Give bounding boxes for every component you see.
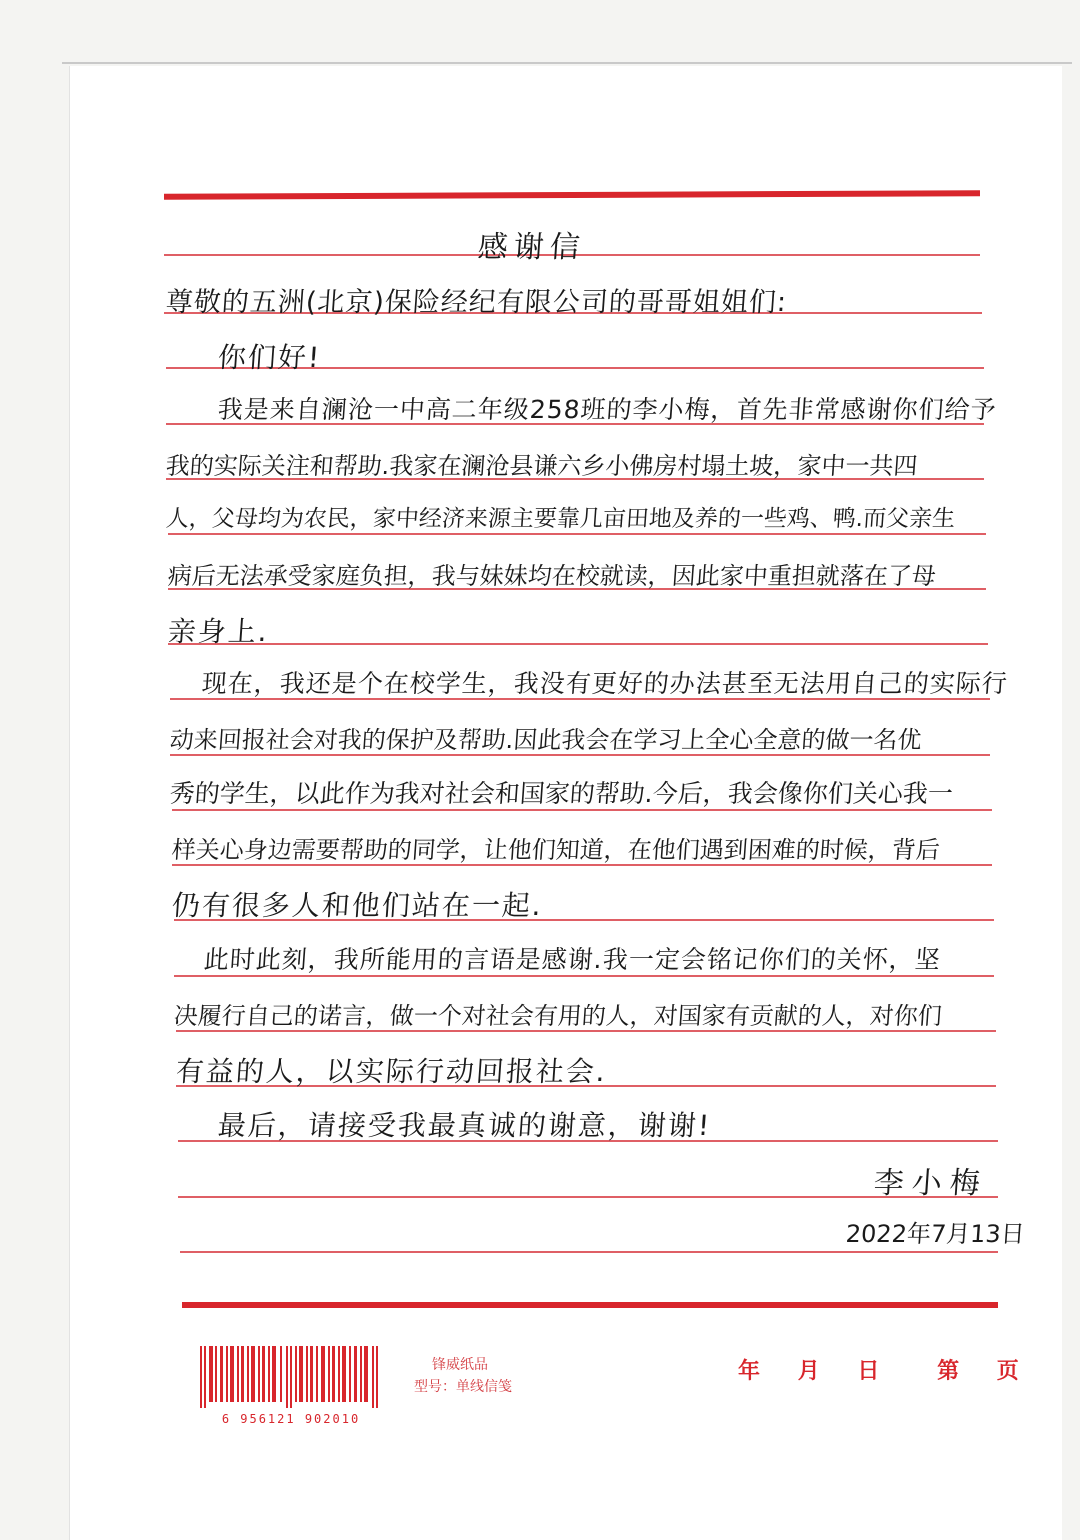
year-label: 年 bbox=[738, 1358, 765, 1384]
body-line: 有益的人，以实际行动回报社会. bbox=[174, 1055, 608, 1088]
footer-date-page bbox=[738, 1354, 1045, 1385]
day-label: 日 bbox=[857, 1358, 884, 1384]
signed-date: 2022年7月13日 bbox=[844, 1220, 1026, 1248]
scan-edge bbox=[62, 62, 1072, 64]
bottom-thick-rule bbox=[182, 1302, 998, 1308]
body-line: 仍有很多人和他们站在一起. bbox=[170, 889, 544, 922]
body-line: 样关心身边需要帮助的同学，让他们知道，在他们遇到困难的时候，背后 bbox=[170, 836, 941, 864]
greeting: 你们好! bbox=[216, 341, 323, 374]
body-line: 秀的学生，以此作为我对社会和国家的帮助.今后，我会像你们关心我一 bbox=[168, 779, 954, 808]
salutation: 尊敬的五洲(北京)保险经纪有限公司的哥哥姐姐们: bbox=[164, 287, 789, 318]
letter-title: 感谢信 bbox=[476, 230, 587, 265]
barcode bbox=[200, 1346, 380, 1408]
ruled-line bbox=[180, 1251, 998, 1253]
ruled-line bbox=[168, 533, 986, 535]
body-line: 我的实际关注和帮助.我家在澜沧县谦六乡小佛房村塌土坡，家中一共四 bbox=[164, 452, 919, 480]
paper-model: 型号：单线信笺 bbox=[414, 1379, 512, 1395]
body-line: 现在，我还是个在校学生，我没有更好的办法甚至无法用自己的实际行 bbox=[200, 669, 1009, 698]
body-line: 病后无法承受家庭负担，我与妹妹均在校就读，因此家中重担就落在了母 bbox=[166, 562, 937, 590]
body-line: 动来回报社会对我的保护及帮助.因此我会在学习上全心全意的做一名优 bbox=[168, 726, 923, 754]
barcode-number: 6 956121 902010 bbox=[221, 1412, 361, 1426]
page-label: 第 bbox=[937, 1358, 964, 1384]
signature: 李小梅 bbox=[872, 1166, 989, 1201]
month-label: 月 bbox=[797, 1358, 824, 1384]
page-unit: 页 bbox=[996, 1358, 1023, 1384]
body-line: 人，父母均为农民，家中经济来源主要靠几亩田地及养的一些鸡、鸭.而父亲生 bbox=[164, 506, 957, 532]
body-line: 我是来自澜沧一中高二年级258班的李小梅，首先非常感谢你们给予 bbox=[216, 395, 998, 424]
body-line: 最后，请接受我最真诚的谢意，谢谢! bbox=[216, 1109, 713, 1142]
paper-brand-info bbox=[414, 1354, 512, 1398]
ruled-line bbox=[168, 643, 988, 645]
body-line: 亲身上. bbox=[166, 615, 270, 648]
brand-name: 锋威纸品 bbox=[432, 1357, 488, 1373]
body-line: 此时此刻，我所能用的言语是感谢.我一定会铭记你们的关怀，坚 bbox=[202, 945, 942, 974]
body-line: 决履行自己的诺言，做一个对社会有用的人，对国家有贡献的人，对你们 bbox=[172, 1002, 943, 1030]
